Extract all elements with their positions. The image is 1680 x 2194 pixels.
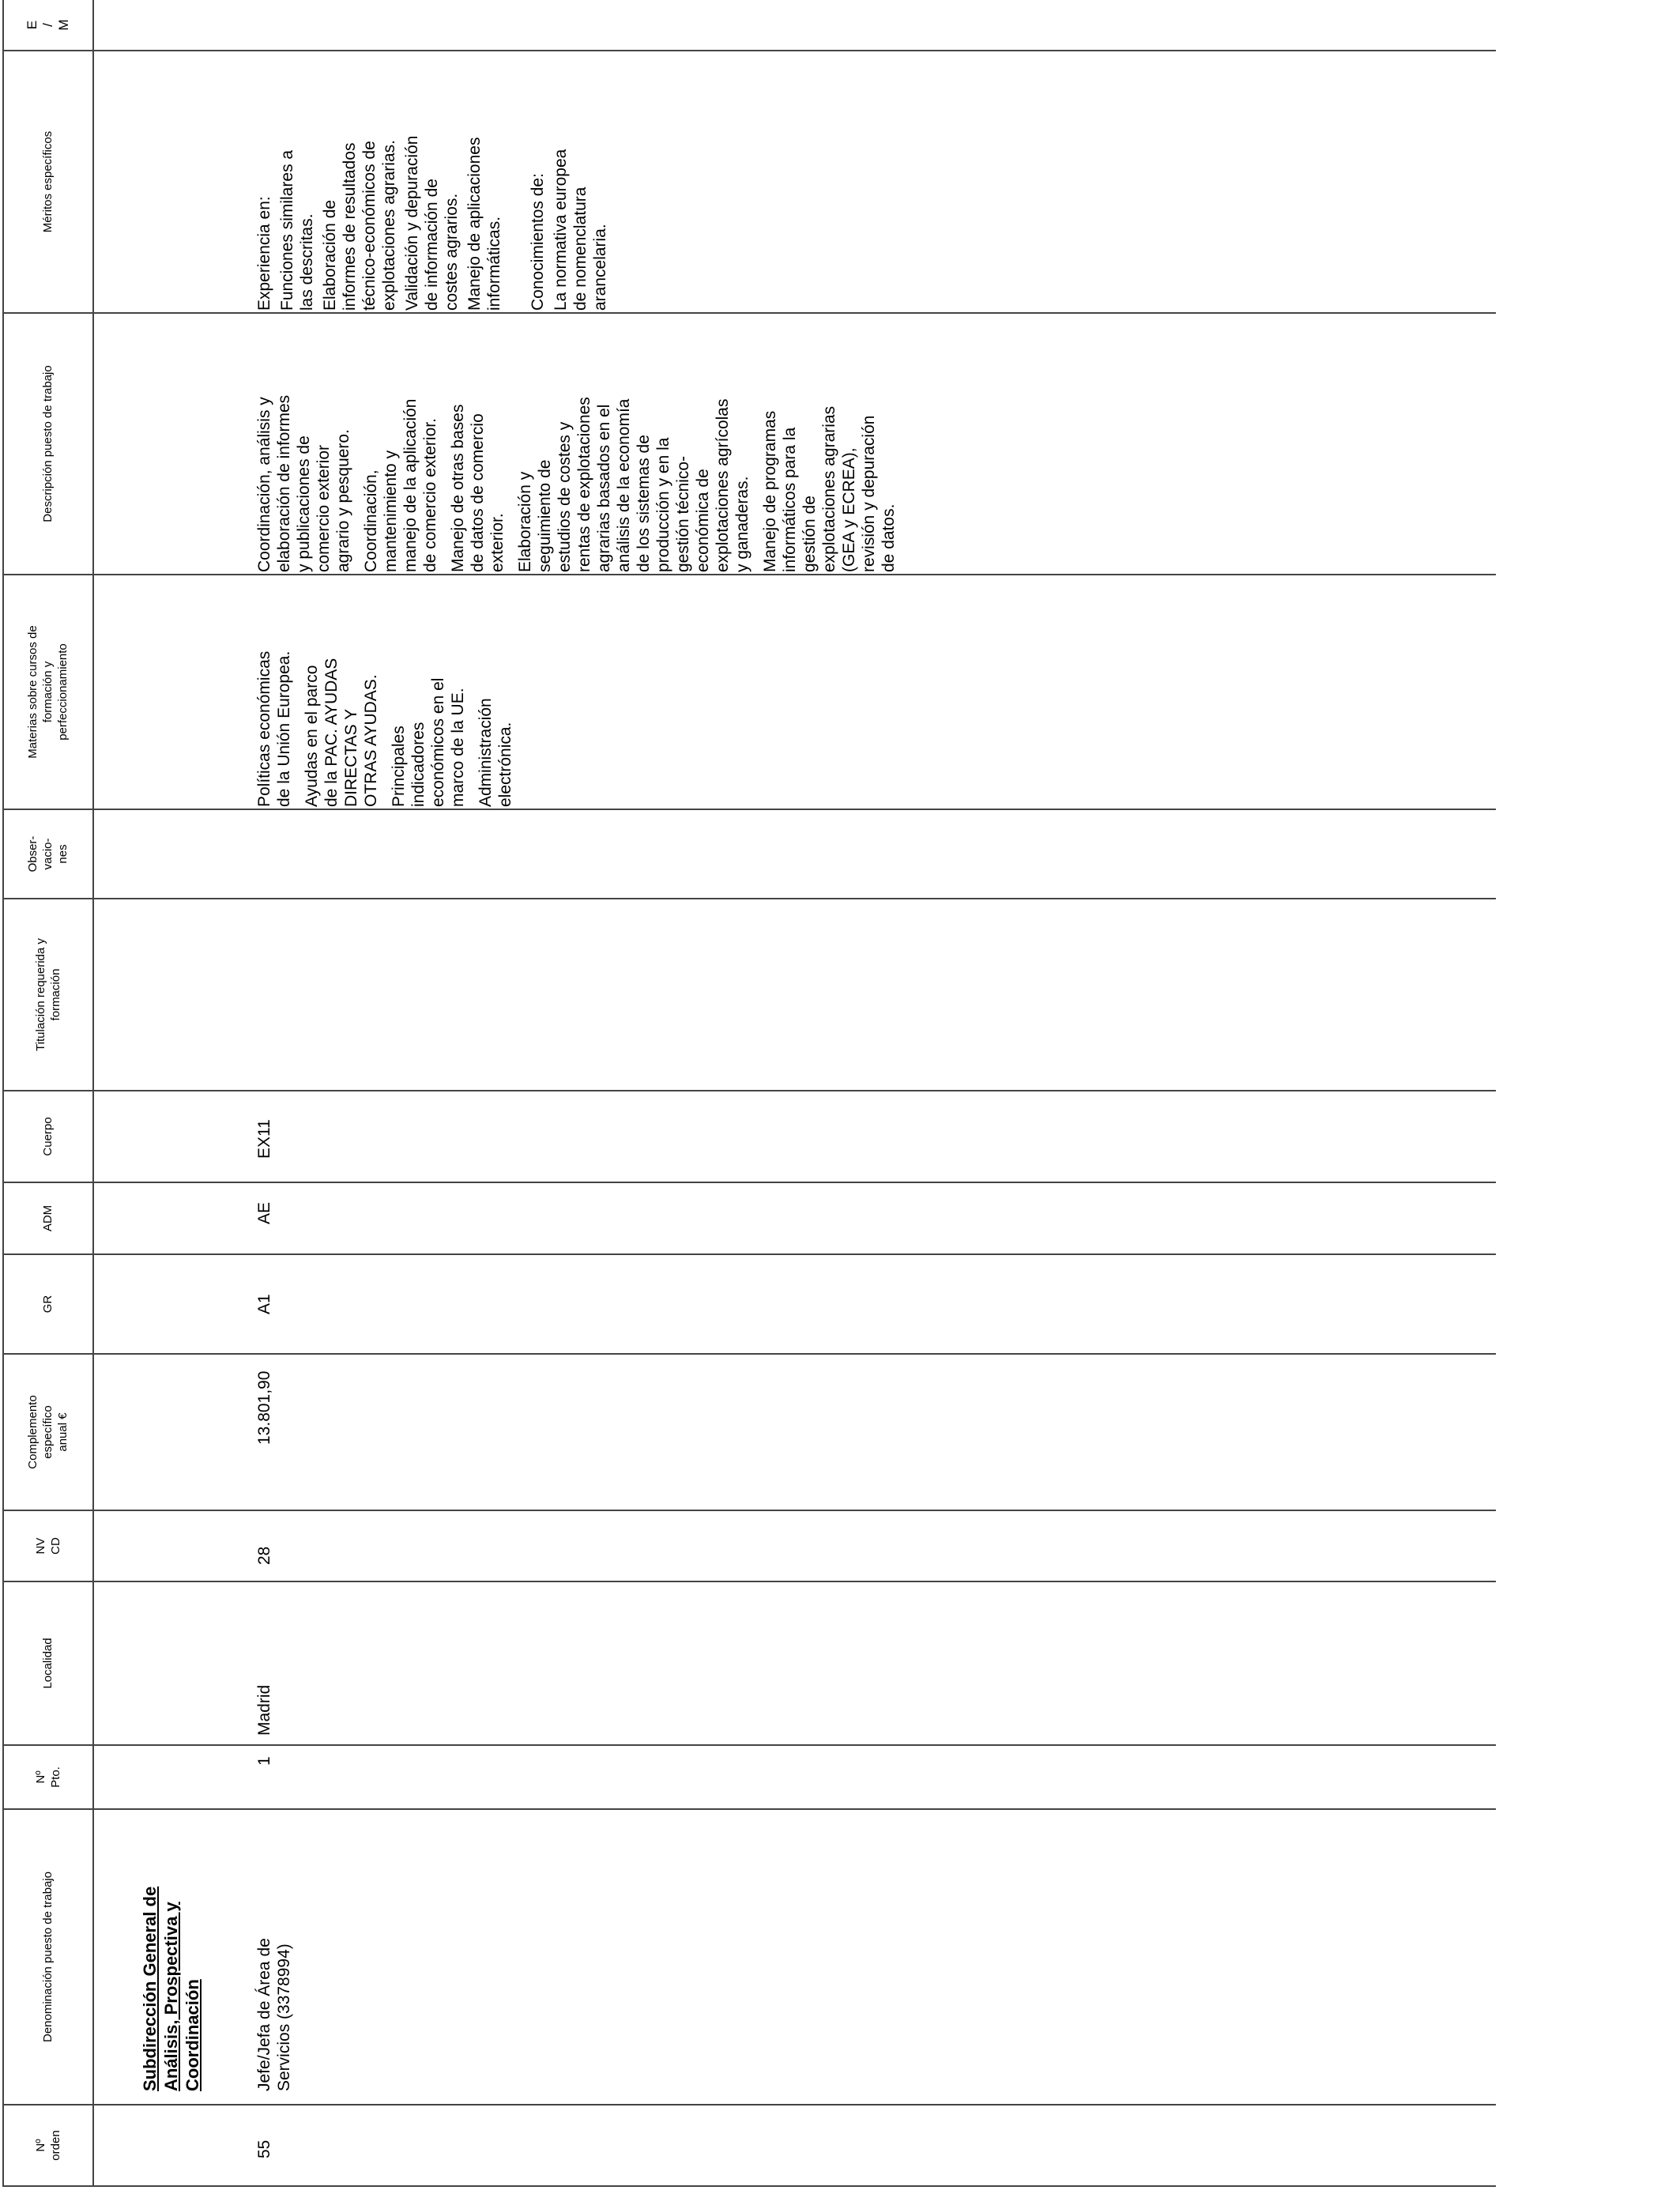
header-grupo: GR — [41, 1295, 55, 1314]
row-meritos — [254, 136, 618, 311]
row-orden: 55 — [255, 2139, 273, 2158]
header-orden: Nº orden — [33, 2130, 62, 2161]
column-divider — [2, 898, 1496, 899]
section-title: Subdirección General de Análisis, Prospectiva y Coordinación — [140, 1886, 202, 2091]
header-adm: ADM — [41, 1204, 55, 1232]
column-divider — [2, 2185, 1496, 2187]
header-meritos: Méritos específicos — [41, 130, 55, 233]
meritos-item: Manejo de aplicaciones informáticas. — [465, 137, 503, 311]
header-npto: Nº Pto. — [33, 1766, 62, 1788]
column-divider — [2, 1253, 1496, 1255]
row-nivel: 28 — [255, 1546, 273, 1565]
header-descripcion: Descripción puesto de trabajo — [41, 365, 55, 522]
column-divider — [2, 1581, 1496, 1582]
header-cuerpo: Cuerpo — [41, 1117, 55, 1156]
header-bottom-border — [92, 0, 94, 2187]
materias-item: Ayudas en el parco de la PAC. AYUDAS DIRECTAS Y OTRAS AYUDAS. — [303, 658, 380, 807]
column-divider — [2, 1090, 1496, 1091]
meritos-heading: Experiencia en: — [255, 196, 273, 311]
descripcion-item: Manejo de programas informáticos para la gestión de explotaciones agrarias (GEA y ECREA), revisión y depuración de datos. — [761, 405, 898, 572]
column-divider — [2, 1808, 1496, 1810]
header-denominacion: Denominación puesto de trabajo — [41, 1872, 55, 2042]
row-cuerpo: EX11 — [255, 1119, 273, 1159]
header-complemento: Complemento específico anual € — [26, 1395, 70, 1469]
column-divider — [2, 1182, 1496, 1183]
materias-item: Administración electrónica. — [477, 698, 514, 807]
descripcion-item: Coordinación, análisis y elaboración de informes y publicaciones de comercio exterior agrario y pesquero. — [255, 394, 352, 572]
column-divider — [2, 1744, 1496, 1746]
row-grupo: A1 — [255, 1294, 273, 1314]
meritos-item: La normativa europea de nomenclatura arancelaria. — [552, 149, 609, 311]
row-complemento: 13.801,90 — [255, 1370, 273, 1445]
header-materias: Materias sobre cursos de formación y perfeccionamiento — [26, 625, 70, 759]
row-adm: AE — [255, 1201, 273, 1224]
header-observaciones: Obser- vacio- nes — [26, 835, 70, 873]
column-divider — [2, 1353, 1496, 1355]
row-localidad: Madrid — [255, 1684, 273, 1736]
column-divider — [2, 574, 1496, 575]
column-divider — [2, 2104, 1496, 2105]
row-materias — [254, 651, 523, 807]
meritos-item: Funciones similares a las descritas. — [278, 149, 316, 311]
header-localidad: Localidad — [41, 1638, 55, 1689]
meritos-item: Elaboración de informes de resultados técnico-económicos de explotaciones agrarias. — [321, 140, 398, 311]
descripcion-item: Elaboración y seguimiento de estudios de costes y rentas de explotaciones agrarias basados en el análisis de la economía de los sistemas de producción y en la gestión técnico- económica de explotaciones agrícolas y ganaderas. — [516, 397, 751, 572]
row-npto: 1 — [255, 1756, 273, 1766]
header-em: E / M — [24, 19, 71, 31]
column-divider — [2, 809, 1496, 810]
column-divider — [2, 50, 1496, 51]
descripcion-item: Manejo de otras bases de datos de comercio exterior. — [449, 404, 507, 572]
meritos-heading: Conocimientos de: — [529, 173, 547, 311]
row-descripcion — [254, 395, 906, 572]
header-nivel: NV CD — [33, 1537, 62, 1555]
header-titulacion: Titulación requerida y formación — [33, 938, 62, 1051]
descripcion-item: Coordinación, mantenimiento y manejo de la aplicación de comercio exterior. — [362, 398, 439, 572]
column-divider — [2, 312, 1496, 314]
meritos-item: Validación y depuración de información de costes agrarios. — [403, 135, 461, 311]
materias-item: Políticas económicas de la Unión Europea. — [255, 650, 293, 807]
column-divider — [2, 1510, 1496, 1511]
row-denominacion: Jefe/Jefa de Área de Servicios (3378994) — [255, 1938, 293, 2091]
materias-item: Principales indicadores económicos en el marco de la UE. — [390, 677, 467, 807]
